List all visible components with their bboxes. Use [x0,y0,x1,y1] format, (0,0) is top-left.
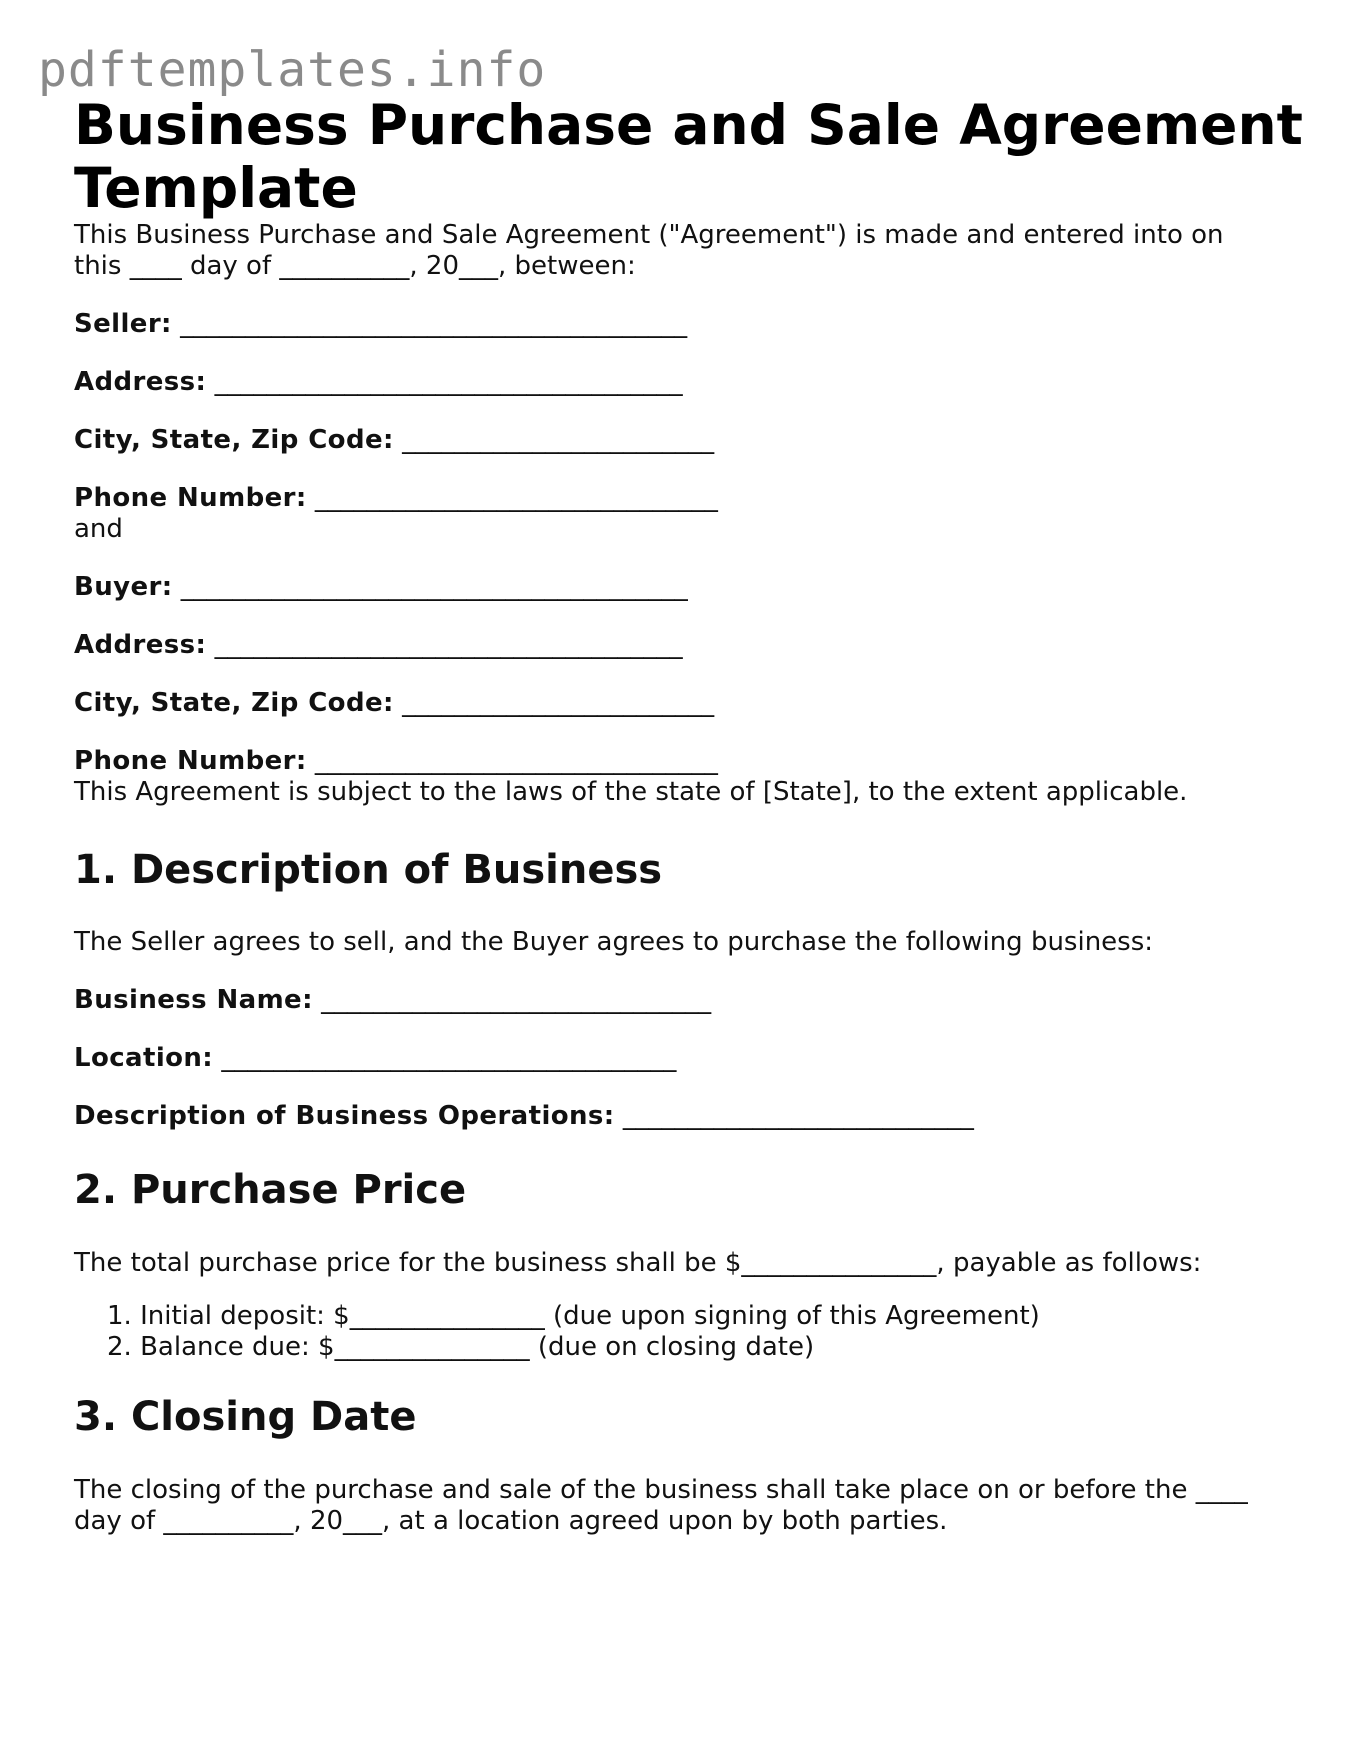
seller-phone-field [74,483,1304,514]
section-3-line-2: day of __________, 20___, at a location agreed upon by both parties. [74,1506,948,1536]
business-name-label: Business Name: [74,985,313,1015]
buyer-name-field [74,572,1304,603]
section-2-text: The total purchase price for the business shall be $_______________, payable as follows: [74,1248,1202,1278]
buyer-phone-label: Phone Number: [74,746,307,776]
intro-line-2: this ____ day of __________, 20___, between: [74,251,636,281]
buyer-address-field [74,630,1304,661]
seller-name-label: Seller: [74,309,172,339]
buyer-name-blank[interactable]: _______________________________________ [180,572,688,602]
buyer-address-blank[interactable]: ____________________________________ [214,630,683,660]
payment-item-balance: 2. Balance due: $_______________ (due on closing date) [107,1332,815,1362]
seller-address-field [74,367,1304,398]
buyer-name-label: Buyer: [74,572,173,602]
buyer-city-blank[interactable]: ________________________ [402,688,715,718]
operations-field [74,1101,1304,1132]
watermark: pdftemplates.info [38,42,547,98]
seller-name-field [74,309,1304,340]
governing-law-text: This Agreement is subject to the laws of the state of [State], to the extent applicable. [74,777,1188,807]
document-title [74,94,1304,220]
document-page [74,94,1304,1537]
seller-address-blank[interactable]: ____________________________________ [214,367,683,397]
buyer-phone-blank[interactable]: _______________________________ [314,746,718,776]
section-2-heading: 2. Purchase Price [74,1167,467,1213]
section-3-heading: 3. Closing Date [74,1394,417,1440]
section-3-line-1: The closing of the purchase and sale of the business shall take place on or before the ____ [74,1475,1248,1505]
buyer-address-label: Address: [74,630,207,660]
intro-paragraph [74,220,1304,282]
seller-city-blank[interactable]: ________________________ [402,425,715,455]
business-name-field [74,985,1304,1016]
payment-list [74,1301,1304,1363]
seller-city-label: City, State, Zip Code: [74,425,394,455]
section-3-text [74,1475,1304,1537]
buyer-city-field [74,688,1304,719]
location-label: Location: [74,1043,214,1073]
buyer-phone-field [74,746,1304,777]
buyer-city-label: City, State, Zip Code: [74,688,394,718]
operations-label: Description of Business Operations: [74,1101,615,1131]
title-line-2: Template [74,156,358,220]
seller-city-field [74,425,1304,456]
business-name-blank[interactable]: ______________________________ [321,985,712,1015]
payment-item-deposit: 1. Initial deposit: $_______________ (due upon signing of this Agreement) [107,1301,1040,1331]
location-blank[interactable]: ___________________________________ [221,1043,677,1073]
seller-name-blank[interactable]: _______________________________________ [180,309,688,339]
intro-line-1: This Business Purchase and Sale Agreement ("Agreement") is made and entered into on [74,220,1224,250]
seller-address-label: Address: [74,367,207,397]
location-field [74,1043,1304,1074]
seller-phone-blank[interactable]: _______________________________ [314,483,718,513]
and-text: and [74,514,123,544]
operations-blank[interactable]: ___________________________ [622,1101,974,1131]
section-1-heading: 1. Description of Business [74,847,663,893]
title-line-1: Business Purchase and Sale Agreement [74,93,1303,157]
section-1-text: The Seller agrees to sell, and the Buyer agrees to purchase the following business: [74,927,1154,957]
seller-phone-label: Phone Number: [74,483,307,513]
